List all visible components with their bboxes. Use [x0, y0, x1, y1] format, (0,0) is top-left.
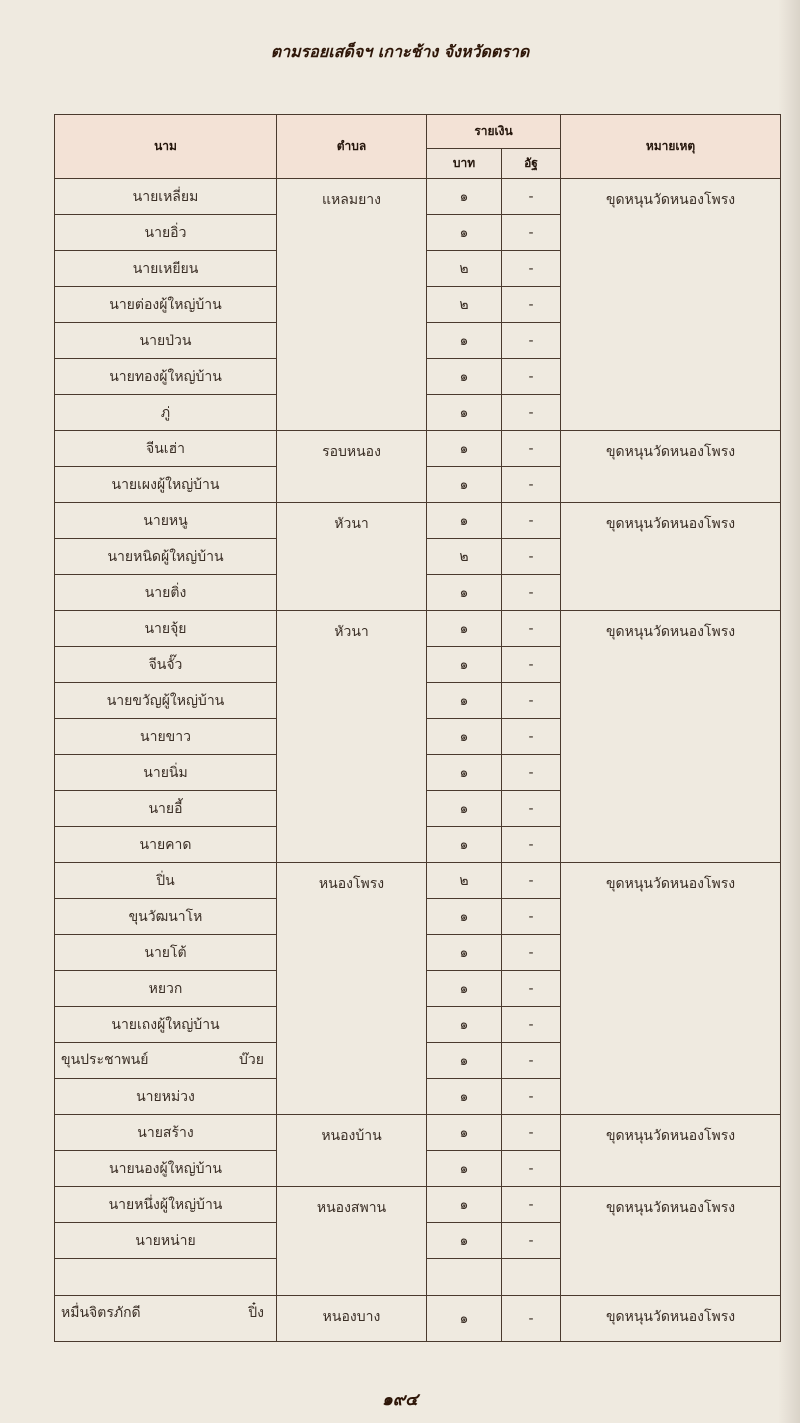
att-cell: - — [502, 1296, 561, 1342]
running-header: ตามรอยเสด็จฯ เกาะช้าง จังหวัดตราด — [270, 42, 530, 61]
baht-cell: ๑ — [427, 503, 502, 539]
donor-name: นายหน่าย — [55, 1223, 277, 1259]
donor-name: นายหม่วง — [55, 1079, 277, 1115]
subdistrict-cell: แหลมยาง — [277, 179, 427, 431]
att-cell: - — [502, 647, 561, 683]
note-cell: ขุดหนุนวัดหนองโพรง — [561, 863, 781, 1115]
att-cell: - — [502, 179, 561, 215]
subdistrict-cell: หัวนา — [277, 503, 427, 611]
donor-name — [55, 1043, 277, 1079]
note-cell: ขุดหนุนวัดหนองโพรง — [561, 179, 781, 431]
donor-name: นายป่วน — [55, 323, 277, 359]
subdistrict-cell: รอบหนอง — [277, 431, 427, 503]
table-row — [55, 1115, 781, 1151]
donor-name: นายต่องผู้ใหญ่บ้าน — [55, 287, 277, 323]
donor-name: นายเหลี่ยม — [55, 179, 277, 215]
note-cell: ขุดหนุนวัดหนองโพรง — [561, 503, 781, 611]
blank-att-cell — [502, 1259, 561, 1296]
baht-cell: ๑ — [427, 395, 502, 431]
baht-cell: ๑ — [427, 1043, 502, 1079]
subdistrict-cell: หัวนา — [277, 611, 427, 863]
page-number: ๑๙๔ — [381, 1390, 419, 1410]
baht-cell: ๒ — [427, 863, 502, 899]
baht-cell: ๑ — [427, 575, 502, 611]
donor-name: นายติ่ง — [55, 575, 277, 611]
baht-cell: ๑ — [427, 467, 502, 503]
baht-cell: ๑ — [427, 1223, 502, 1259]
att-cell: - — [502, 431, 561, 467]
att-cell: - — [502, 503, 561, 539]
baht-cell: ๑ — [427, 179, 502, 215]
column-header-baht: บาท — [427, 149, 502, 179]
baht-cell: ๑ — [427, 683, 502, 719]
donor-name: นายนิ่ม — [55, 755, 277, 791]
column-header-amount: รายเงิน — [427, 115, 561, 149]
donor-name: นายหนิดผู้ใหญ่บ้าน — [55, 539, 277, 575]
baht-cell: ๑ — [427, 899, 502, 935]
att-cell: - — [502, 287, 561, 323]
donor-name-title: ขุนประชาพนย์ — [61, 1052, 149, 1068]
att-cell: - — [502, 215, 561, 251]
table-row — [55, 431, 781, 467]
donor-name: ภู่ — [55, 395, 277, 431]
note-cell: ขุดหนุนวัดหนองโพรง — [561, 611, 781, 863]
subdistrict-cell: หนองโพรง — [277, 863, 427, 1115]
donor-name: นายเถงผู้ใหญ่บ้าน — [55, 1007, 277, 1043]
att-cell: - — [502, 719, 561, 755]
table-row — [55, 1296, 781, 1342]
att-cell: - — [502, 1043, 561, 1079]
page-edge-shadow — [778, 0, 800, 1423]
baht-cell: ๑ — [427, 1007, 502, 1043]
att-cell: - — [502, 971, 561, 1007]
note-cell: ขุดหนุนวัดหนองโพรง — [561, 1115, 781, 1187]
donor-name: ขุนวัฒนาโห — [55, 899, 277, 935]
baht-cell: ๑ — [427, 1115, 502, 1151]
baht-cell: ๑ — [427, 827, 502, 863]
att-cell: - — [502, 1187, 561, 1223]
att-cell: - — [502, 791, 561, 827]
att-cell: - — [502, 1007, 561, 1043]
att-cell: - — [502, 683, 561, 719]
baht-cell: ๑ — [427, 1187, 502, 1223]
baht-cell: ๑ — [427, 647, 502, 683]
baht-cell: ๑ — [427, 791, 502, 827]
donor-name: นายคาด — [55, 827, 277, 863]
blank-baht-cell — [427, 1259, 502, 1296]
att-cell: - — [502, 467, 561, 503]
baht-cell: ๒ — [427, 539, 502, 575]
donor-name: นายขวัญผู้ใหญ่บ้าน — [55, 683, 277, 719]
att-cell: - — [502, 1151, 561, 1187]
donor-name: นายเหยียน — [55, 251, 277, 287]
table-row — [55, 863, 781, 899]
att-cell: - — [502, 395, 561, 431]
att-cell: - — [502, 611, 561, 647]
donor-name: นายหนู — [55, 503, 277, 539]
att-cell: - — [502, 1079, 561, 1115]
donor-name: นายสร้าง — [55, 1115, 277, 1151]
donor-name: นายจุ้ย — [55, 611, 277, 647]
donor-name: นายอิ่ว — [55, 215, 277, 251]
table-row — [55, 611, 781, 647]
att-cell: - — [502, 1115, 561, 1151]
column-header-name: นาม — [55, 115, 277, 179]
baht-cell: ๒ — [427, 287, 502, 323]
column-header-note: หมายเหตุ — [561, 115, 781, 179]
donor-name: นายทองผู้ใหญ่บ้าน — [55, 359, 277, 395]
subdistrict-cell: หนองบาง — [277, 1296, 427, 1342]
note-cell: ขุดหนุนวัดหนองโพรง — [561, 431, 781, 503]
note-cell: ขุดหนุนวัดหนองโพรง — [561, 1187, 781, 1296]
donor-name: นายเผงผู้ใหญ่บ้าน — [55, 467, 277, 503]
table-header — [55, 115, 781, 179]
donation-table — [54, 114, 781, 1342]
att-cell: - — [502, 575, 561, 611]
baht-cell: ๑ — [427, 1296, 502, 1342]
att-cell: - — [502, 899, 561, 935]
baht-cell: ๑ — [427, 971, 502, 1007]
donor-name: นายโต้ — [55, 935, 277, 971]
baht-cell: ๑ — [427, 1151, 502, 1187]
donor-name: หยวก — [55, 971, 277, 1007]
table-body — [55, 179, 781, 1342]
baht-cell: ๑ — [427, 359, 502, 395]
donor-name — [55, 1296, 277, 1342]
column-header-att: อัฐ — [502, 149, 561, 179]
donor-name: นายอี้ — [55, 791, 277, 827]
att-cell: - — [502, 323, 561, 359]
donor-name-personal: ปิ๋ง — [248, 1305, 264, 1321]
donor-name-title: หมื่นจิตรภักดี — [61, 1305, 141, 1321]
baht-cell: ๑ — [427, 1079, 502, 1115]
donor-name: จีนเฮ่า — [55, 431, 277, 467]
att-cell: - — [502, 539, 561, 575]
table-row — [55, 179, 781, 215]
donor-name: นายขาว — [55, 719, 277, 755]
note-cell: ขุดหนุนวัดหนองโพรง — [561, 1296, 781, 1342]
donor-name: นายหนึ่งผู้ใหญ่บ้าน — [55, 1187, 277, 1223]
att-cell: - — [502, 1223, 561, 1259]
baht-cell: ๑ — [427, 611, 502, 647]
donor-name: นายนองผู้ใหญ่บ้าน — [55, 1151, 277, 1187]
baht-cell: ๑ — [427, 719, 502, 755]
baht-cell: ๑ — [427, 935, 502, 971]
blank-name-cell — [55, 1259, 277, 1296]
baht-cell: ๑ — [427, 431, 502, 467]
att-cell: - — [502, 827, 561, 863]
baht-cell: ๒ — [427, 251, 502, 287]
column-header-subdistrict: ตำบล — [277, 115, 427, 179]
baht-cell: ๑ — [427, 215, 502, 251]
subdistrict-cell: หนองสพาน — [277, 1187, 427, 1296]
subdistrict-cell: หนองบ้าน — [277, 1115, 427, 1187]
att-cell: - — [502, 359, 561, 395]
table-row — [55, 503, 781, 539]
att-cell: - — [502, 863, 561, 899]
donor-name-personal: บ๊วย — [239, 1052, 264, 1068]
baht-cell: ๑ — [427, 323, 502, 359]
table-row — [55, 1187, 781, 1223]
donor-name: ปิ่น — [55, 863, 277, 899]
donor-name: จีนจั๊ว — [55, 647, 277, 683]
baht-cell: ๑ — [427, 755, 502, 791]
att-cell: - — [502, 755, 561, 791]
att-cell: - — [502, 251, 561, 287]
att-cell: - — [502, 935, 561, 971]
